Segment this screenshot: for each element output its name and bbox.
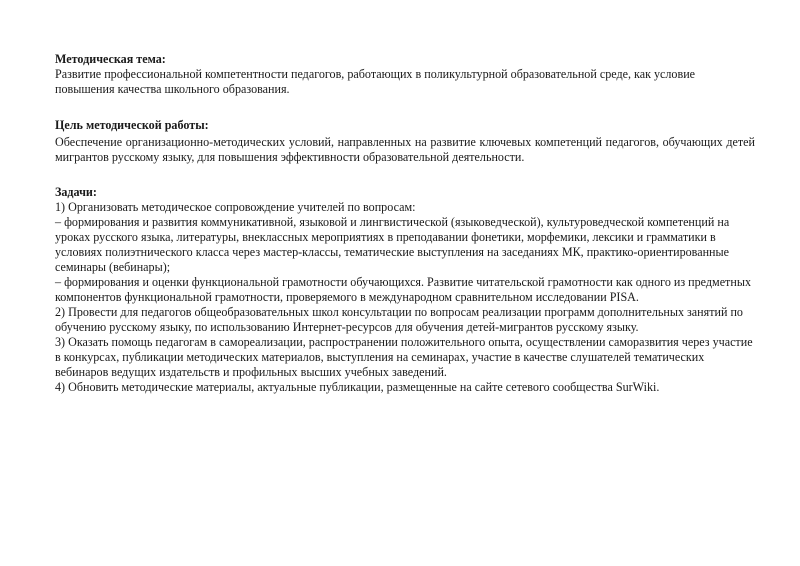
section-methodical-theme	[55, 52, 755, 97]
task-item: 1) Организовать методическое сопровождение учителей по вопросам:	[55, 200, 416, 214]
task-item: 3) Оказать помощь педагогам в самореализации, распространении положительного опыта, осуществлении саморазвития через участие в конкурсах, публикации методических материалов, выступления на семинарах, участие в качестве слушателей тематических вебинаров ведущих издательств и профильных высших учебных заведений.	[55, 335, 753, 379]
section-body: Обеспечение организационно-методических условий, направленных на развитие ключевых компетенций педагогов, обучающих детей мигрантов русскому языку, для повышения эффективности образовательной деятельности.	[55, 135, 755, 164]
task-item: 2) Провести для педагогов общеобразовательных школ консультации по вопросам реализации программ дополнительных занятий по обучению русскому языку, по использованию Интернет-ресурсов для обучения детей-мигрантов русскому языку.	[55, 305, 743, 334]
section-heading: Методическая тема:	[55, 52, 166, 66]
section-goal	[55, 118, 755, 165]
section-tasks	[55, 185, 755, 395]
section-heading: Задачи:	[55, 185, 97, 199]
task-item: 4) Обновить методические материалы, актуальные публикации, размещенные на сайте сетевого сообщества SurWiki.	[55, 380, 660, 394]
section-body: Развитие профессиональной компетентности педагогов, работающих в поликультурной образовательной среде, как условие повышения качества школьного образования.	[55, 67, 696, 96]
task-item: – формирования и развития коммуникативной, языковой и лингвистической (языковедческой), культуроведческой компетенций на уроках русского языка, литературы, внеклассных мероприятиях в преподавании фонетики, морфемики, лексики и грамматики в условиях полиэтнического класса через мастер-классы, тематические выступления на заседаниях МК, практико-ориентированные семинары (вебинары);	[55, 215, 730, 274]
section-heading: Цель методической работы:	[55, 118, 209, 132]
task-item: – формирования и оценки функциональной грамотности обучающихся. Развитие читательской грамотности как одного из предметных компонентов функциональной грамотности, проверяемого в международном сравнительном исследовании PISA.	[55, 275, 751, 304]
document-page	[55, 52, 755, 395]
